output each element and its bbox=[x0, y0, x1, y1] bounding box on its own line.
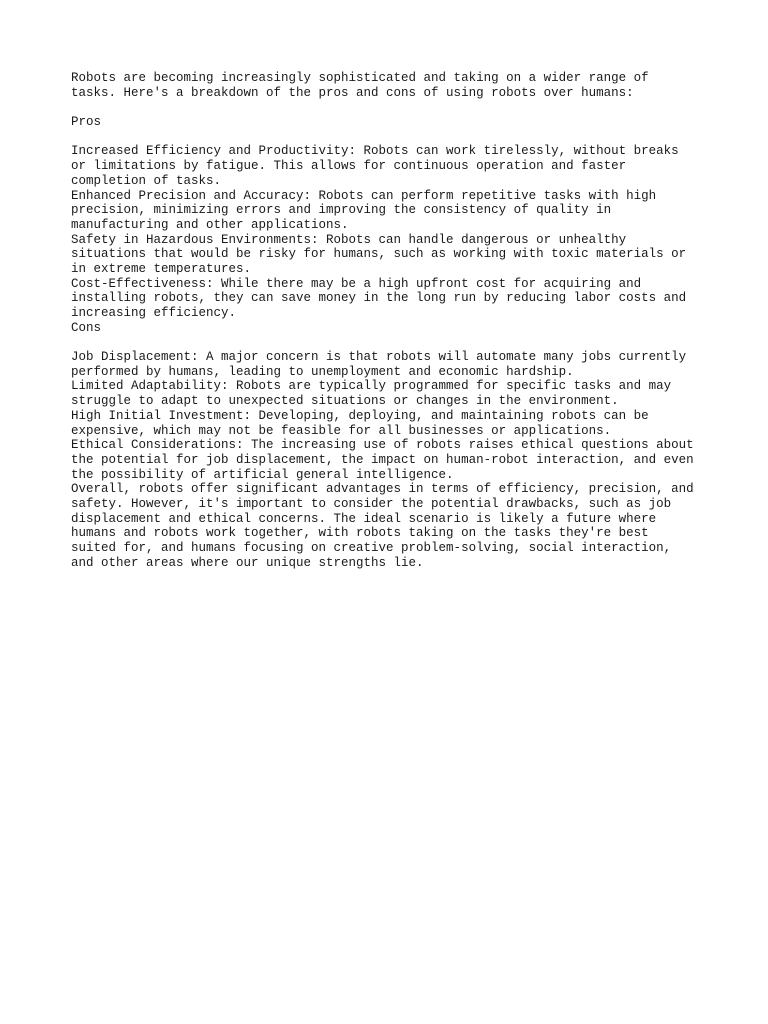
pros-line: Increased Efficiency and Productivity: Robots can work tirelessly, without breaks bbox=[71, 144, 679, 159]
pros-line: in extreme temperatures. bbox=[71, 261, 252, 276]
cons-item-ethics bbox=[71, 438, 711, 482]
pros-line: situations that would be risky for humans, such as working with toxic materials or bbox=[71, 247, 687, 262]
intro-line: tasks. Here's a breakdown of the pros and cons of using robots over humans: bbox=[71, 85, 634, 100]
pros-line: increasing efficiency. bbox=[71, 306, 237, 320]
pros-line: Safety in Hazardous Environments: Robots can handle dangerous or unhealthy bbox=[71, 232, 627, 247]
conclusion-line: displacement and ethical concerns. The ideal scenario is likely a future where bbox=[71, 511, 657, 526]
pros-heading: Pros bbox=[71, 115, 102, 130]
cons-line: performed by humans, leading to unemployment and economic hardship. bbox=[71, 364, 574, 379]
pros-item-cost bbox=[71, 277, 711, 321]
pros-item-safety bbox=[71, 233, 711, 277]
cons-line: Ethical Considerations: The increasing use of robots raises ethical questions about bbox=[71, 438, 694, 453]
pros-line: completion of tasks. bbox=[71, 173, 222, 188]
cons-line: Limited Adaptability: Robots are typically programmed for specific tasks and may bbox=[71, 379, 672, 394]
cons-line: High Initial Investment: Developing, deploying, and maintaining robots can be bbox=[71, 408, 649, 423]
blank-line bbox=[71, 130, 711, 145]
conclusion-line: safety. However, it's important to consider the potential drawbacks, such as job bbox=[71, 496, 672, 511]
pros-line: Enhanced Precision and Accuracy: Robots can perform repetitive tasks with high bbox=[71, 188, 657, 203]
cons-heading: Cons bbox=[71, 320, 102, 335]
cons-line: the possibility of artificial general intelligence. bbox=[71, 467, 454, 482]
pros-line: or limitations by fatigue. This allows for continuous operation and faster bbox=[71, 159, 627, 174]
blank-line bbox=[71, 100, 711, 115]
pros-item-efficiency bbox=[71, 144, 711, 188]
pros-line: Cost-Effectiveness: While there may be a high upfront cost for acquiring and bbox=[71, 276, 642, 291]
cons-item-adaptability bbox=[71, 379, 711, 408]
pros-item-precision bbox=[71, 189, 711, 233]
pros-line: manufacturing and other applications. bbox=[71, 217, 349, 232]
cons-line: Job Displacement: A major concern is that robots will automate many jobs currently bbox=[71, 350, 687, 365]
pros-line: installing robots, they can save money in the long run by reducing labor costs and bbox=[71, 291, 687, 306]
conclusion-line: Overall, robots offer significant advantages in terms of efficiency, precision, and bbox=[71, 482, 694, 497]
cons-item-investment bbox=[71, 409, 711, 438]
cons-list bbox=[71, 350, 711, 482]
cons-line: expensive, which may not be feasible for all businesses or applications. bbox=[71, 423, 612, 438]
conclusion-paragraph bbox=[71, 482, 711, 570]
conclusion-line: and other areas where our unique strengths lie. bbox=[71, 555, 424, 570]
cons-line: struggle to adapt to unexpected situations or changes in the environment. bbox=[71, 394, 619, 409]
cons-item-job-displacement bbox=[71, 350, 711, 379]
pros-line: precision, minimizing errors and improving the consistency of quality in bbox=[71, 203, 612, 218]
document-page bbox=[71, 71, 711, 570]
intro-line: Robots are becoming increasingly sophisticated and taking on a wider range of bbox=[71, 71, 649, 85]
pros-list bbox=[71, 144, 711, 320]
cons-line: the potential for job displacement, the impact on human-robot interaction, and even bbox=[71, 452, 694, 467]
blank-line bbox=[71, 335, 711, 350]
conclusion-line: suited for, and humans focusing on creative problem-solving, social interaction, bbox=[71, 541, 672, 555]
intro-paragraph bbox=[71, 71, 711, 100]
conclusion-line: humans and robots work together, with robots taking on the tasks they're best bbox=[71, 526, 649, 541]
